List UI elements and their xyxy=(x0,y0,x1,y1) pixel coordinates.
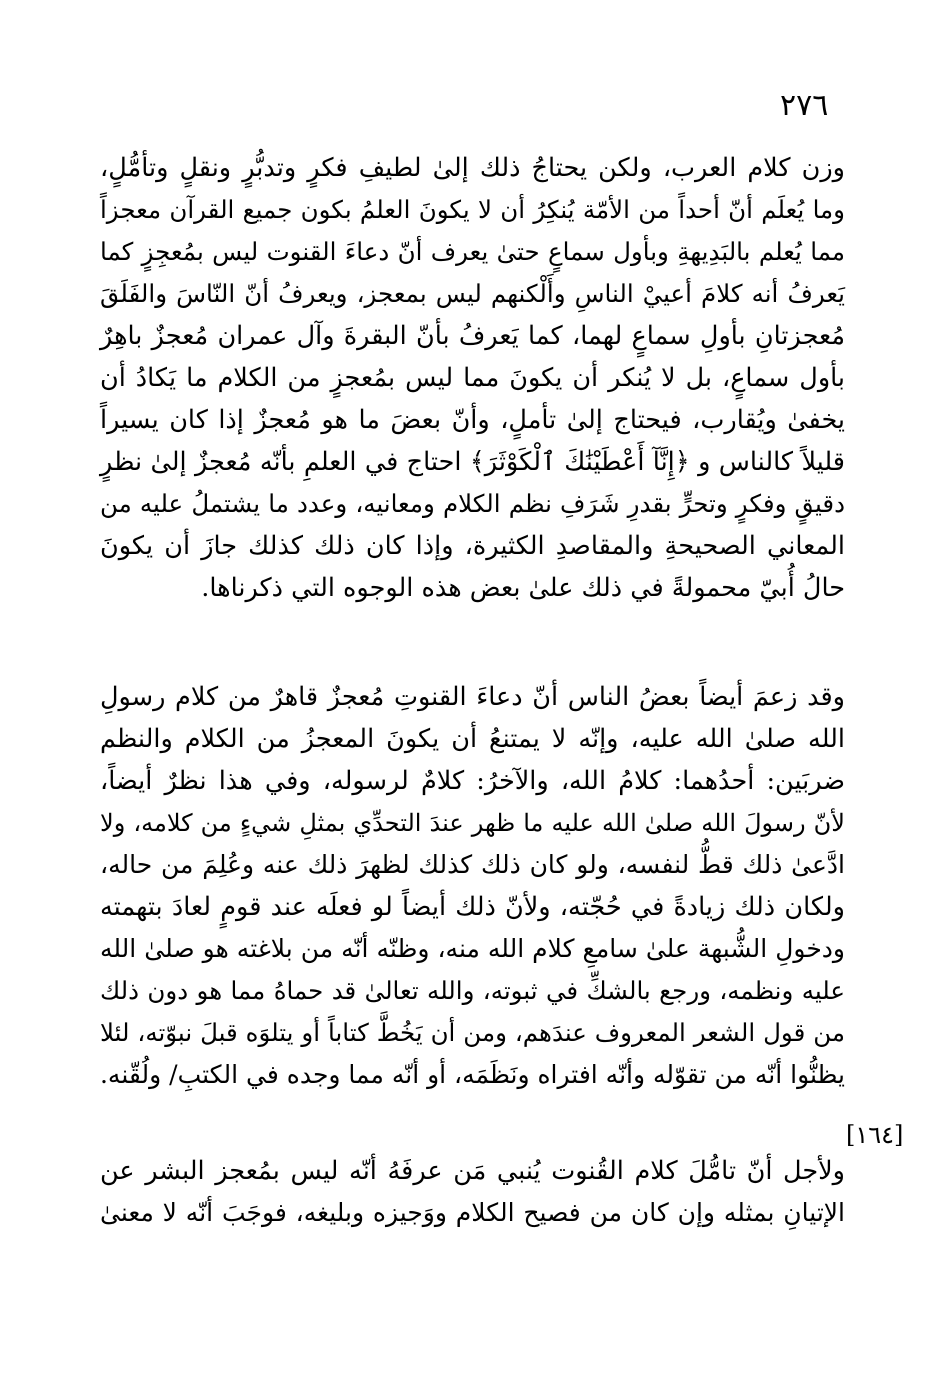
text-line: ودخولِ الشُّبهة علىٰ سامعِ كلام الله منه، وظنّه أنّه من بلاغته هو صلىٰ الله xyxy=(100,934,845,963)
paragraph-1 xyxy=(100,147,845,609)
marginal-page-reference: [١٦٤] xyxy=(846,1121,904,1149)
text-line: الله صلىٰ الله عليه، وإنّه لا يمتنعُ أن يكونَ المعجزُ من الكلام والنظم xyxy=(100,724,845,754)
paragraph-3 xyxy=(100,1150,845,1234)
text-line: ضربَين: أحدُهما: كلامُ الله، والآخرُ: كلامٌ لرسوله، وفي هذا نظرٌ أيضاً، xyxy=(100,766,845,796)
text-line: الإتيانِ بمثله وإن كان من فصيح الكلام ووَجيزه وبليغه، فوجَبَ أنّه لا معنىٰ xyxy=(100,1198,845,1227)
text-line: ولأجل أنّ تامُّلَ كلام القُنوت يُنبي مَن عرفَهُ أنّه ليس بمُعجز البشر عن xyxy=(100,1156,845,1186)
text-line: ولكان ذلك زيادةً في حُجّته، ولأنّ ذلك أيضاً لو فعلَه عند قومٍ لعادَ بتهمته xyxy=(100,892,845,922)
text-line: دقيقٍ وفكرٍ وتحرٍّ بقدرِ شَرَفِ نظم الكلام ومعانيه، وعدد ما يشتملُ عليه من xyxy=(100,489,845,518)
text-line: يظنُّوا أنّه من تقوّله وأنّه افتراه ونَظَمَه، أو أنّه مما وجده في الكتبِ/ ولُقّنه. xyxy=(99,1060,845,1089)
text-line: وقد زعمَ أيضاً بعضُ الناس أنّ دعاءَ القنوتِ مُعجزٌ قاهرٌ من كلام رسولِ xyxy=(100,682,845,712)
text-line: مما يُعلم بالبَدِيهةِ وبأول سماعٍ حتىٰ يعرف أنّ دعاءَ القنوت ليس بمُعجِزٍ كما xyxy=(100,237,845,266)
text-line: بأول سماعٍ، بل لا يُنكر أن يكونَ مما ليس بمُعجزٍ من الكلام ما يَكادُ أن xyxy=(100,363,845,393)
text-line: يَعرفُ أنه كلامَ أعييْ الناسِ وأَلْكنهم ليس بمعجز، ويعرفُ أنّ النّاسَ والفَلَقَ xyxy=(100,279,845,308)
text-line: وزن كلام العرب، ولكن يحتاجُ ذلك إلىٰ لطيفِ فكرٍ وتدبُّرٍ ونقلٍ وتأمُّلٍ، xyxy=(100,153,845,183)
text-line: وما يُعلَم أنّ أحداً من الأمّة يُنكِرُ أن لا يكونَ العلمُ بكون جميع القرآن معجزاً xyxy=(100,195,845,224)
text-line: حالُ أُبيّ محمولةً في ذلك علىٰ بعض هذه الوجوه التي ذكرناها. xyxy=(201,573,845,603)
text-line: المعاني الصحيحةِ والمقاصدِ الكثيرة، وإذا كان ذلك كذلك جازَ أن يكونَ xyxy=(100,531,845,561)
page-number: ٢٧٦ xyxy=(780,88,829,123)
text-line: يخفىٰ ويُقارب، فيحتاج إلىٰ تأملٍ، وأنّ بعضَ ما هو مُعجزٌ إذا كان يسيراً xyxy=(100,405,845,435)
text-line: ادَّعىٰ ذلك قطُّ لنفسه، ولو كان ذلك كذلك لظهرَ ذلك عنه وعُلِمَ من حاله، xyxy=(100,850,845,879)
text-line: لأنّ رسولَ الله صلىٰ الله عليه ما ظهر عندَ التحدِّي بمثلِ شيءٍ من كلامه، ولا xyxy=(100,809,845,837)
text-line: مُعجزتانِ بأولِ سماعٍ لهما، كما يَعرفُ بأنّ البقرةَ وآل عمران مُعجزٌ باهِرٌ xyxy=(100,321,845,351)
text-line: عليه ونظمه، ورجع بالشكِّ في ثبوته، والله تعالىٰ قد حماهُ مما هو دون ذلك xyxy=(100,976,845,1005)
text-line: من قول الشعر المعروف عندَهم، ومن أن يَخُطَّ كتاباً أو يتلوَه قبلَ نبوّته، لئلا xyxy=(100,1018,845,1047)
paragraph-2 xyxy=(100,676,845,1096)
text-line: قليلاً كالناس و ﴿إِنَّآ أَعْطَيْنَٰكَ ٱلْكَوْثَرَ﴾ احتاج في العلمِ بأنّه مُعجزٌ إلىٰ نظرٍ xyxy=(100,447,845,477)
